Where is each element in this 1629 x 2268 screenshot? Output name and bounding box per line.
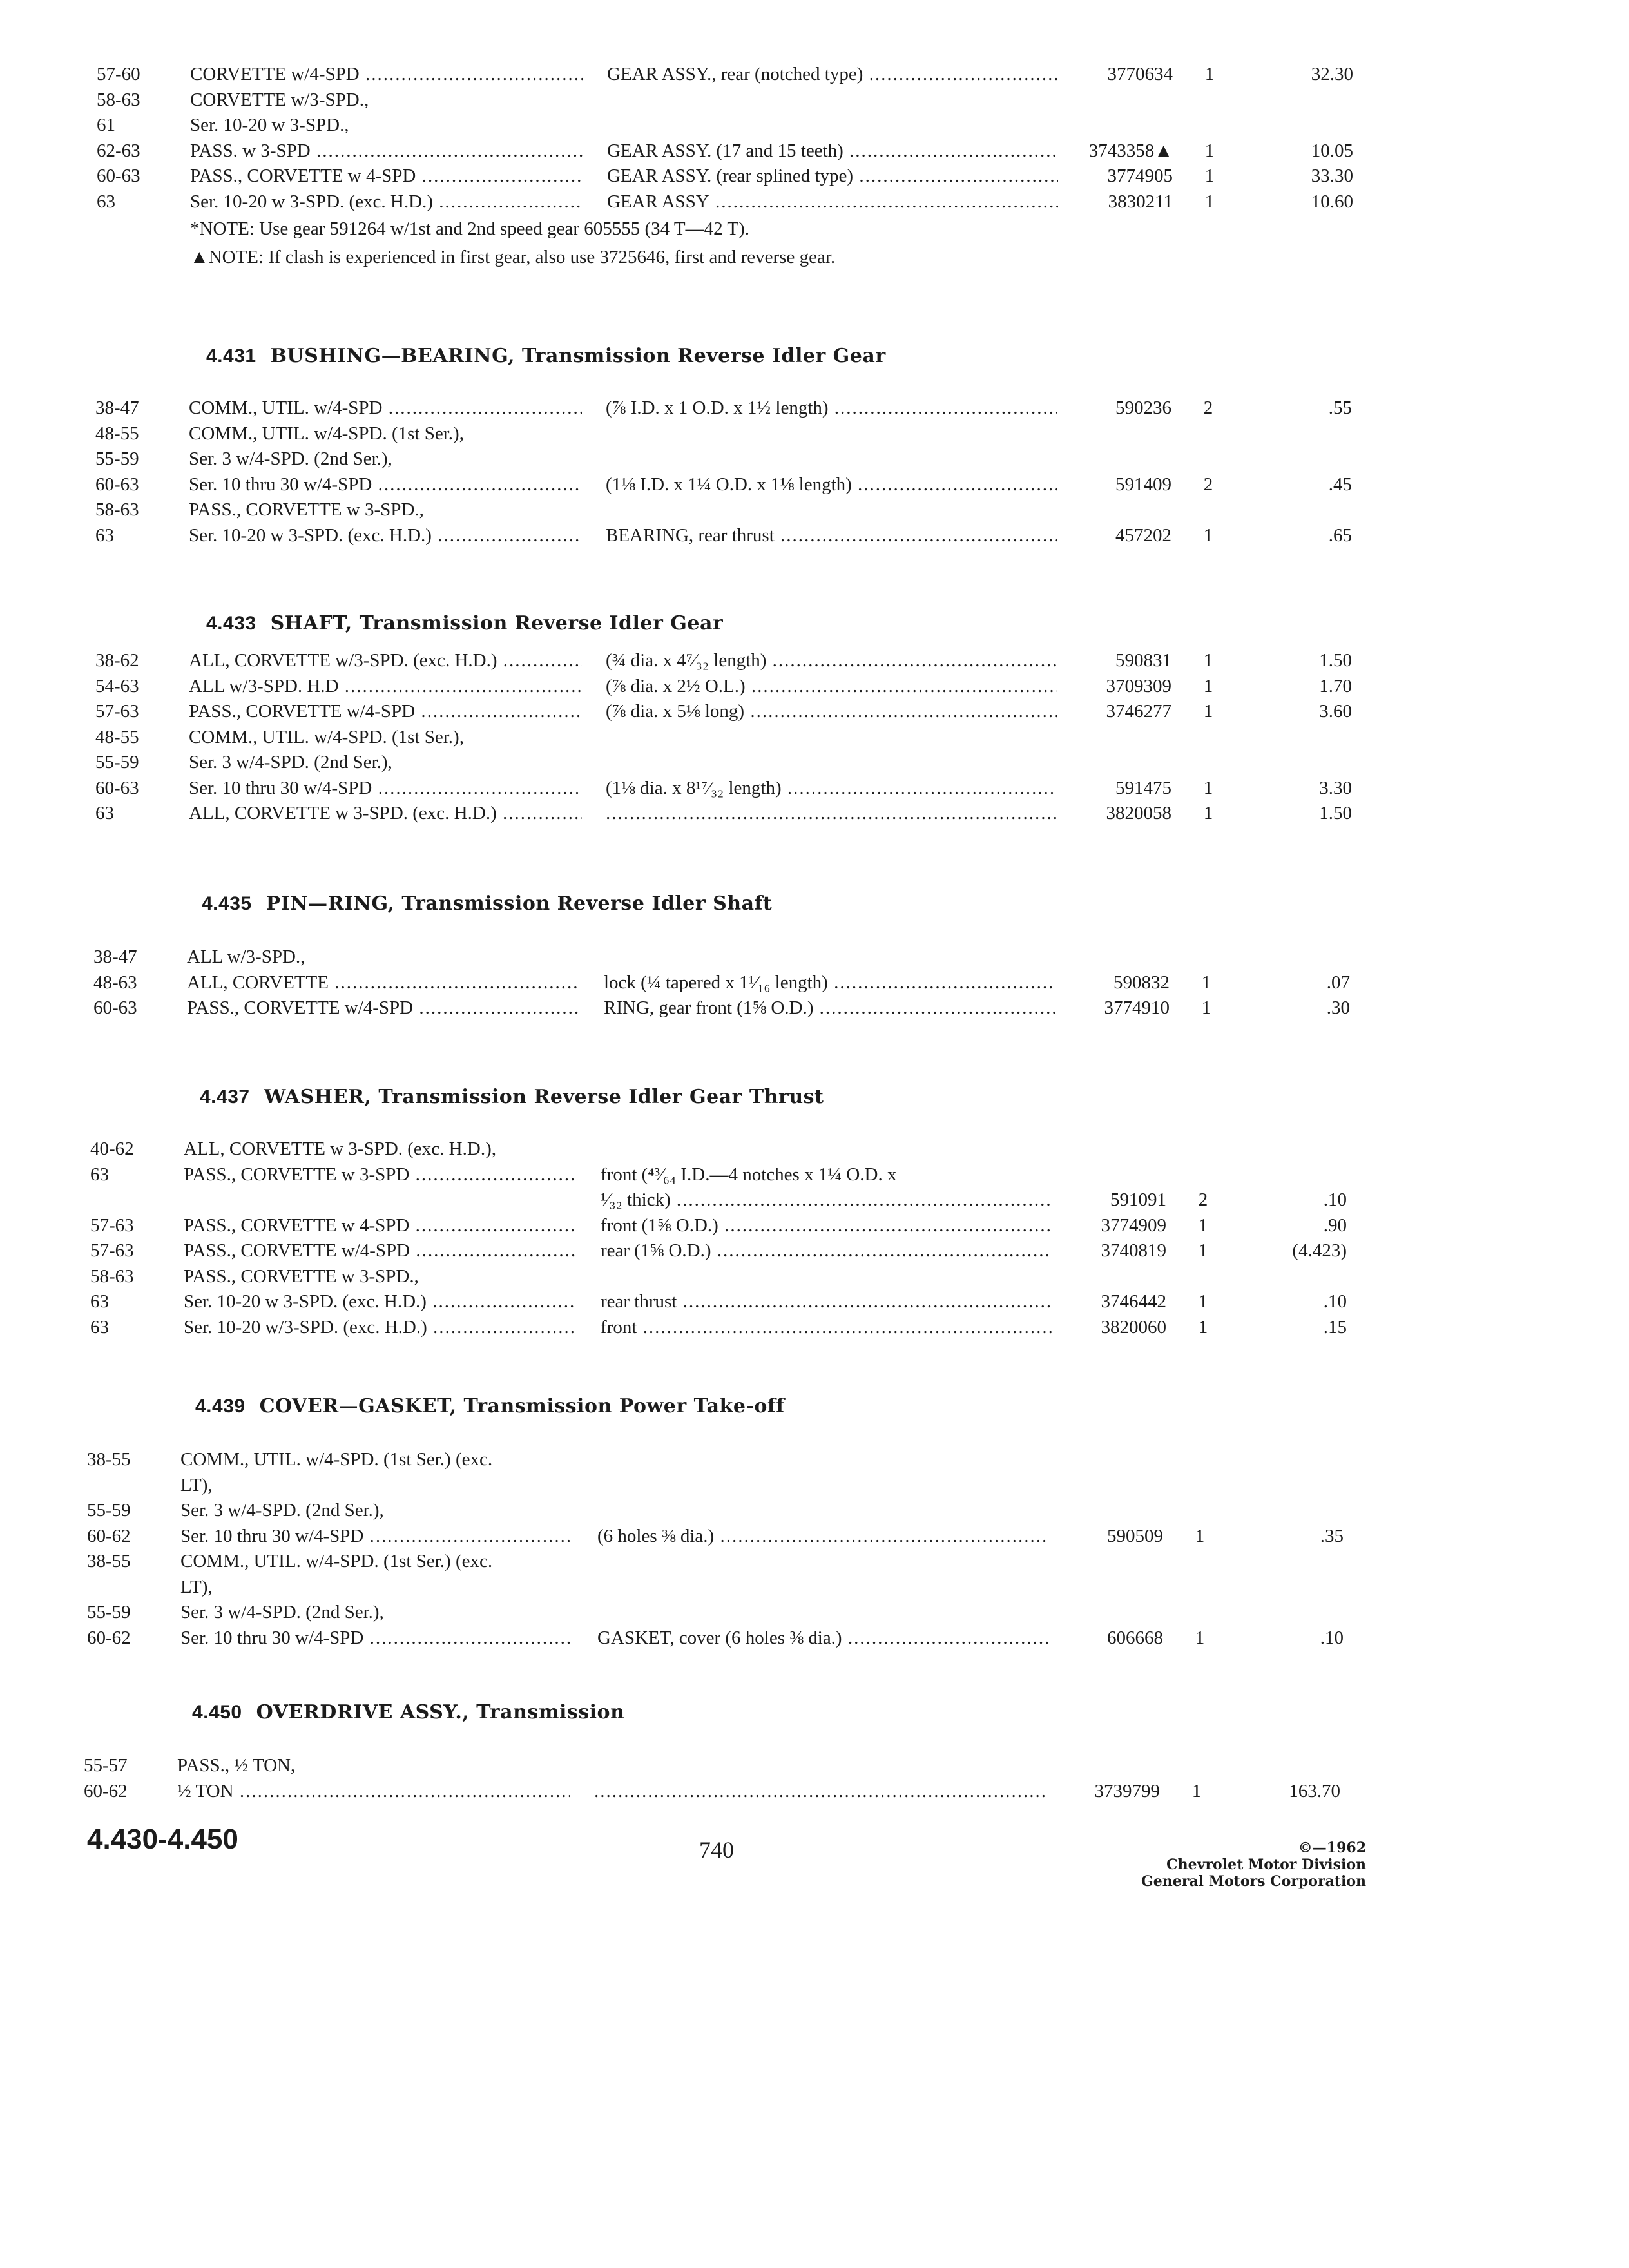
part-row: [95, 395, 1384, 421]
application: PASS., ½ TON,: [177, 1755, 296, 1776]
part-number: 590236: [1115, 398, 1171, 418]
model-years: 60-63: [97, 166, 140, 186]
description: [606, 800, 1057, 826]
application: ALL, CORVETTE .....: [187, 970, 580, 995]
part-row: [97, 189, 1385, 215]
section-number: 4.439: [195, 1396, 246, 1417]
application: Ser. 10-20 w 3-SPD. (exc. H.D.) .....: [189, 523, 582, 548]
application: ½ TON .....: [177, 1778, 570, 1804]
part-row: [93, 995, 1382, 1021]
part-number: 457202: [1115, 524, 1171, 546]
application: ALL, CORVETTE w 3-SPD. (exc. H.D.),: [184, 1139, 496, 1159]
part-row: [97, 87, 1385, 113]
part-number: 590509: [1107, 1525, 1163, 1546]
section-range: 4.430-4.450: [87, 1823, 238, 1855]
part-row: [95, 446, 1384, 472]
quantity: 2: [1198, 1189, 1208, 1210]
model-years: 60-62: [84, 1780, 128, 1802]
application: ALL w/3-SPD. H.D .....: [189, 673, 582, 699]
application: Ser. 10 thru 30 w/4-SPD .....: [189, 472, 582, 497]
price: 1.70: [1319, 675, 1352, 697]
application: Ser. 10-20 w 3-SPD.,: [190, 115, 349, 135]
footnote: ▲NOTE: If clash is experienced in first gear, also use 3725646, first and reverse gear.: [190, 246, 836, 267]
price: 1.50: [1319, 803, 1352, 823]
quantity: 1: [1195, 1627, 1205, 1648]
quantity: 2: [1203, 474, 1213, 495]
quantity: 1: [1204, 166, 1215, 186]
application: PASS., CORVETTE w/4-SPD .....: [184, 1238, 577, 1264]
part-row: [87, 1599, 1376, 1625]
part-row: [90, 1162, 1379, 1187]
model-years: 38-55: [87, 1551, 131, 1571]
description: GEAR ASSY., rear (notched type) .....: [607, 61, 1058, 87]
part-row: [95, 648, 1384, 673]
model-years: 58-63: [90, 1265, 134, 1287]
model-years: 60-63: [95, 777, 139, 798]
model-years: 38-47: [95, 398, 139, 418]
application: Ser. 3 w/4-SPD. (2nd Ser.),: [180, 1602, 384, 1622]
part-number: 3774905: [1107, 166, 1173, 186]
part-row: [84, 1778, 1373, 1804]
description: lock (¼ tapered x 1¹⁄₁₆ length) .....: [604, 970, 1055, 995]
part-row: [95, 421, 1384, 447]
application: Ser. 3 w/4-SPD. (2nd Ser.),: [189, 752, 392, 773]
application: Ser. 10-20 w 3-SPD. (exc. H.D.) .....: [190, 189, 583, 215]
model-years: 55-59: [87, 1500, 131, 1521]
quantity: 1: [1204, 191, 1215, 212]
description: (1⅛ dia. x 8¹⁷⁄₃₂ length) .....: [606, 775, 1057, 801]
quantity: 1: [1198, 1316, 1208, 1338]
application: Ser. 10 thru 30 w/4-SPD .....: [180, 1625, 574, 1651]
part-row: [87, 1574, 1376, 1600]
section-heading: [206, 612, 723, 635]
description: (6 holes ⅜ dia.) .....: [597, 1523, 1048, 1549]
model-years: 38-55: [87, 1449, 131, 1470]
quantity: 1: [1203, 701, 1213, 722]
application: Ser. 10-20 w 3-SPD. (exc. H.D.) .....: [184, 1289, 577, 1314]
part-row: [90, 1213, 1379, 1238]
application: PASS., CORVETTE w 4-SPD .....: [184, 1213, 577, 1238]
part-row: [97, 112, 1385, 138]
part-row: [87, 1472, 1376, 1498]
price: .30: [1326, 997, 1350, 1018]
part-number: 3820060: [1101, 1316, 1166, 1338]
application: Ser. 3 w/4-SPD. (2nd Ser.),: [189, 448, 392, 469]
part-row: [93, 944, 1382, 970]
price: 3.60: [1319, 701, 1352, 722]
application: PASS., CORVETTE w 3-SPD.,: [189, 499, 424, 520]
part-row: [87, 1446, 1376, 1472]
model-years: 63: [95, 524, 114, 546]
quantity: 1: [1198, 1240, 1208, 1261]
part-row: [95, 749, 1384, 775]
part-row: [97, 61, 1385, 87]
model-years: 57-60: [97, 64, 140, 84]
price: 3.30: [1319, 777, 1352, 798]
model-years: 61: [97, 115, 115, 135]
model-years: 38-47: [93, 947, 137, 967]
description: (⅞ I.D. x 1 O.D. x 1½ length) .....: [606, 395, 1057, 421]
model-years: 55-59: [95, 752, 139, 773]
part-number: 3774909: [1101, 1215, 1166, 1236]
price: .10: [1320, 1627, 1344, 1648]
model-years: 63: [90, 1291, 109, 1312]
price: .10: [1323, 1291, 1347, 1312]
section-title: COVER—GASKET, Transmission Power Take-off: [259, 1395, 785, 1418]
model-years: 60-63: [93, 997, 137, 1018]
price: 33.30: [1311, 166, 1353, 186]
application: COMM., UTIL. w/4-SPD .....: [189, 395, 582, 421]
section-heading: [195, 1395, 785, 1418]
model-years: 57-63: [95, 701, 139, 722]
quantity: 2: [1203, 398, 1213, 418]
section-heading: [206, 345, 886, 367]
section-number: 4.431: [206, 345, 256, 367]
model-years: 57-63: [90, 1215, 134, 1236]
description: front (1⅝ O.D.) .....: [601, 1213, 1052, 1238]
model-years: 54-63: [95, 675, 139, 697]
application: LT),: [180, 1474, 213, 1495]
part-row: [87, 1523, 1376, 1549]
quantity: 1: [1204, 140, 1215, 161]
part-row: [90, 1136, 1379, 1162]
application: PASS., CORVETTE w 3-SPD .....: [184, 1162, 577, 1187]
description: [594, 1778, 1045, 1804]
description: (¾ dia. x 4⁷⁄₃₂ length) .....: [606, 648, 1057, 673]
quantity: 1: [1203, 675, 1213, 697]
section-heading: [200, 1086, 824, 1108]
quantity: 1: [1201, 972, 1211, 993]
quantity: 1: [1203, 524, 1213, 546]
model-years: 55-59: [87, 1602, 131, 1622]
part-number: 3709309: [1106, 675, 1171, 697]
model-years: 60-62: [87, 1627, 131, 1648]
application: Ser. 3 w/4-SPD. (2nd Ser.),: [180, 1500, 384, 1521]
part-row: [90, 1289, 1379, 1314]
part-row: [95, 724, 1384, 750]
application: Ser. 10 thru 30 w/4-SPD .....: [180, 1523, 574, 1549]
section-number: 4.435: [202, 893, 252, 914]
part-row: [84, 1753, 1373, 1778]
section-heading: [202, 892, 772, 915]
application: COMM., UTIL. w/4-SPD. (1st Ser.),: [189, 423, 464, 444]
quantity: 1: [1203, 650, 1213, 671]
application: COMM., UTIL. w/4-SPD. (1st Ser.) (exc.: [180, 1449, 493, 1470]
part-number: 591409: [1115, 474, 1171, 495]
price: 32.30: [1311, 64, 1353, 84]
part-row: [90, 1238, 1379, 1264]
part-number: 590831: [1115, 650, 1171, 671]
application: COMM., UTIL. w/4-SPD. (1st Ser.),: [189, 726, 464, 747]
section-heading: [192, 1701, 624, 1724]
division: Chevrolet Motor Division: [1166, 1856, 1366, 1873]
part-row: [97, 163, 1385, 189]
part-number: 590832: [1113, 972, 1170, 993]
part-row: [95, 472, 1384, 497]
part-row: [90, 1314, 1379, 1340]
price: .55: [1328, 398, 1352, 418]
description: (1⅛ I.D. x 1¼ O.D. x 1⅛ length) .....: [606, 472, 1057, 497]
part-number: 3770634: [1107, 64, 1173, 84]
part-number: 3774910: [1104, 997, 1170, 1018]
description: (⅞ dia. x 5⅛ long) .....: [606, 698, 1057, 724]
model-years: 63: [90, 1164, 109, 1185]
application: ALL, CORVETTE w/3-SPD. (exc. H.D.) .....: [189, 648, 582, 673]
model-years: 60-63: [95, 474, 139, 495]
section-number: 4.450: [192, 1702, 242, 1723]
model-years: 55-57: [84, 1755, 128, 1776]
part-row: [95, 673, 1384, 699]
part-row: [90, 1264, 1379, 1289]
corporation: General Motors Corporation: [1141, 1873, 1366, 1890]
price: .90: [1323, 1215, 1347, 1236]
model-years: 60-62: [87, 1525, 131, 1546]
description: rear (1⅝ O.D.) .....: [601, 1238, 1052, 1264]
quantity: 1: [1198, 1291, 1208, 1312]
price: .15: [1323, 1316, 1347, 1338]
part-row: [87, 1625, 1376, 1651]
part-row: [95, 775, 1384, 801]
part-number: 606668: [1107, 1627, 1163, 1648]
description: front (⁴³⁄₆₄ I.D.—4 notches x 1¼ O.D. x: [601, 1164, 897, 1185]
section-title: PIN—RING, Transmission Reverse Idler Shaft: [265, 892, 773, 915]
description: rear thrust .....: [601, 1289, 1052, 1314]
copyright: ©—1962: [1298, 1840, 1366, 1856]
application: Ser. 10 thru 30 w/4-SPD .....: [189, 775, 582, 801]
quantity: 1: [1198, 1215, 1208, 1236]
section-title: BUSHING—BEARING, Transmission Reverse Idler Gear: [270, 345, 886, 367]
price: .10: [1323, 1189, 1347, 1210]
application: LT),: [180, 1576, 213, 1597]
application: CORVETTE w/3-SPD.,: [190, 89, 369, 110]
part-number: 591091: [1110, 1189, 1166, 1210]
quantity: 1: [1201, 997, 1211, 1018]
model-years: 58-63: [97, 89, 140, 110]
section-number: 4.433: [206, 613, 256, 634]
publisher-block: [1070, 1840, 1366, 1890]
price: (4.423): [1292, 1240, 1347, 1261]
section-title: OVERDRIVE ASSY., Transmission: [256, 1701, 625, 1724]
part-number: 591475: [1115, 777, 1171, 798]
price: 1.50: [1319, 650, 1352, 671]
description: ¹⁄₃₂ thick) .....: [601, 1187, 1052, 1213]
application: PASS., CORVETTE w/4-SPD .....: [187, 995, 580, 1021]
application: COMM., UTIL. w/4-SPD. (1st Ser.) (exc.: [180, 1551, 493, 1571]
model-years: 63: [90, 1316, 109, 1338]
model-years: 48-55: [95, 726, 139, 747]
part-row: [95, 523, 1384, 548]
part-number: 3739799: [1094, 1780, 1160, 1802]
part-row: [95, 698, 1384, 724]
price: .07: [1326, 972, 1350, 993]
part-number: 3740819: [1101, 1240, 1166, 1261]
price: .35: [1320, 1525, 1344, 1546]
model-years: 40-62: [90, 1139, 134, 1159]
quantity: 1: [1195, 1525, 1205, 1546]
application: PASS. w 3-SPD .....: [190, 138, 583, 164]
model-years: 63: [95, 803, 114, 823]
part-number: 3830211: [1108, 191, 1173, 212]
description: RING, gear front (1⅝ O.D.) .....: [604, 995, 1055, 1021]
part-row: [90, 1187, 1379, 1213]
part-number: 3743358▲: [1088, 140, 1173, 161]
description: GEAR ASSY. (rear splined type) .....: [607, 163, 1058, 189]
application: ALL w/3-SPD.,: [187, 947, 305, 967]
description: GEAR ASSY .....: [607, 189, 1058, 215]
section-title: WASHER, Transmission Reverse Idler Gear Thrust: [264, 1086, 824, 1108]
footnote: *NOTE: Use gear 591264 w/1st and 2nd speed gear 605555 (34 T—42 T).: [190, 218, 749, 239]
model-years: 58-63: [95, 499, 139, 520]
quantity: 1: [1203, 777, 1213, 798]
description: (⅞ dia. x 2½ O.L.) .....: [606, 673, 1057, 699]
part-row: [87, 1548, 1376, 1574]
page-number: 740: [699, 1837, 734, 1863]
quantity: 1: [1204, 64, 1215, 84]
application: PASS., CORVETTE w 3-SPD.,: [184, 1265, 419, 1287]
part-number: 3746442: [1101, 1291, 1166, 1312]
part-row: [93, 970, 1382, 995]
price: 10.05: [1311, 140, 1353, 161]
section-number: 4.437: [200, 1086, 250, 1108]
description: front .....: [601, 1314, 1052, 1340]
part-row: [87, 1497, 1376, 1523]
quantity: 1: [1203, 803, 1213, 823]
model-years: 38-62: [95, 650, 139, 671]
price: .45: [1328, 474, 1352, 495]
part-row: [95, 800, 1384, 826]
application: PASS., CORVETTE w 4-SPD .....: [190, 163, 583, 189]
application: PASS., CORVETTE w/4-SPD .....: [189, 698, 582, 724]
part-row: [95, 497, 1384, 523]
quantity: 1: [1191, 1780, 1202, 1802]
part-number: 3820058: [1106, 803, 1171, 823]
part-number: 3746277: [1106, 701, 1171, 722]
model-years: 63: [97, 191, 115, 212]
model-years: 57-63: [90, 1240, 134, 1261]
model-years: 55-59: [95, 448, 139, 469]
application: Ser. 10-20 w/3-SPD. (exc. H.D.) .....: [184, 1314, 577, 1340]
description: GEAR ASSY. (17 and 15 teeth) .....: [607, 138, 1058, 164]
model-years: 62-63: [97, 140, 140, 161]
application: ALL, CORVETTE w 3-SPD. (exc. H.D.) .....: [189, 800, 582, 826]
section-title: SHAFT, Transmission Reverse Idler Gear: [270, 612, 724, 635]
price: 163.70: [1289, 1780, 1340, 1802]
description: GASKET, cover (6 holes ⅜ dia.) .....: [597, 1625, 1048, 1651]
description: BEARING, rear thrust .....: [606, 523, 1057, 548]
price: 10.60: [1311, 191, 1353, 212]
price: .65: [1328, 524, 1352, 546]
model-years: 48-63: [93, 972, 137, 993]
application: CORVETTE w/4-SPD .....: [190, 61, 583, 87]
part-row: [97, 138, 1385, 164]
model-years: 48-55: [95, 423, 139, 444]
